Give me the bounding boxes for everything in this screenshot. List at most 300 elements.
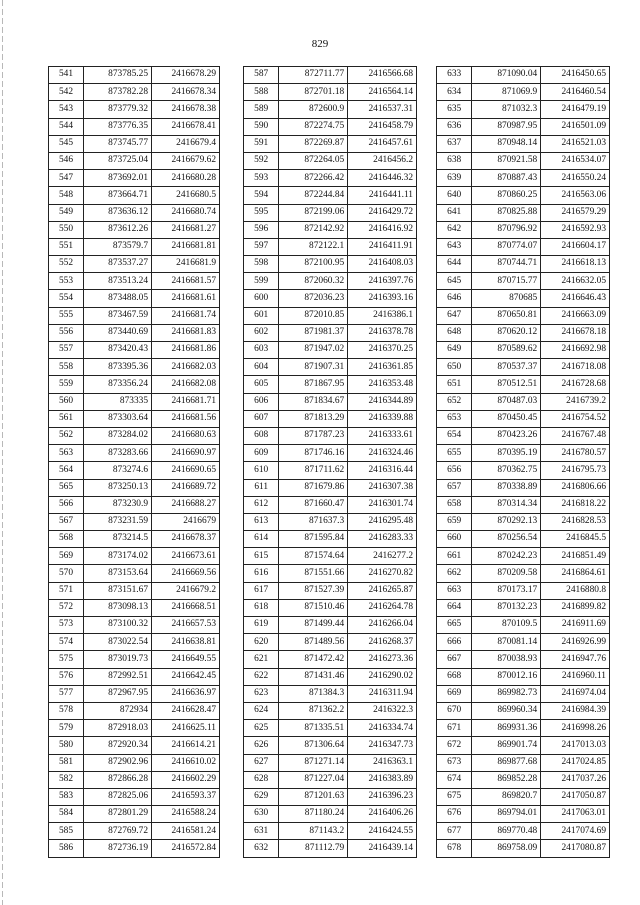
point-number: 641 xyxy=(437,204,472,221)
table-row xyxy=(437,152,610,169)
x-coordinate: 870395.19 xyxy=(472,445,541,462)
point-number: 636 xyxy=(437,118,472,135)
y-coordinate: 2416692.98 xyxy=(541,342,610,359)
point-number: 599 xyxy=(244,273,279,290)
point-number: 662 xyxy=(437,565,472,582)
table-row xyxy=(437,393,610,410)
y-coordinate: 2416265.87 xyxy=(348,582,417,599)
point-number: 591 xyxy=(244,135,279,152)
y-coordinate: 2416780.57 xyxy=(541,445,610,462)
y-coordinate: 2416818.22 xyxy=(541,496,610,513)
x-coordinate: 873174.02 xyxy=(84,548,152,565)
y-coordinate: 2416690.97 xyxy=(152,445,220,462)
table-row xyxy=(49,170,220,187)
y-coordinate: 2416572.84 xyxy=(152,840,220,857)
x-coordinate: 873725.04 xyxy=(84,152,152,169)
coordinate-table-1 xyxy=(48,66,220,858)
table-row xyxy=(49,634,220,651)
x-coordinate: 871679.86 xyxy=(279,479,348,496)
point-number: 553 xyxy=(49,273,84,290)
y-coordinate: 2416277.2 xyxy=(348,548,417,565)
table-row xyxy=(49,152,220,169)
x-coordinate: 871335.51 xyxy=(279,720,348,737)
point-number: 638 xyxy=(437,152,472,169)
y-coordinate: 2416681.57 xyxy=(152,273,220,290)
x-coordinate: 873420.43 xyxy=(84,342,152,359)
y-coordinate: 2416632.05 xyxy=(541,273,610,290)
table-row xyxy=(437,840,610,857)
x-coordinate: 873779.32 xyxy=(84,101,152,118)
x-coordinate: 870537.37 xyxy=(472,359,541,376)
point-number: 614 xyxy=(244,531,279,548)
x-coordinate: 869794.01 xyxy=(472,806,541,823)
point-number: 626 xyxy=(244,737,279,754)
x-coordinate: 871362.2 xyxy=(279,702,348,719)
table-row xyxy=(49,702,220,719)
table-row xyxy=(437,548,610,565)
y-coordinate: 2416681.27 xyxy=(152,221,220,238)
point-number: 671 xyxy=(437,720,472,737)
table-row xyxy=(437,410,610,427)
point-number: 541 xyxy=(49,67,84,84)
point-number: 589 xyxy=(244,101,279,118)
y-coordinate: 2416266.04 xyxy=(348,617,417,634)
point-number: 622 xyxy=(244,668,279,685)
x-coordinate: 870620.12 xyxy=(472,324,541,341)
table-row xyxy=(49,823,220,840)
y-coordinate: 2416679 xyxy=(152,513,220,530)
x-coordinate: 869820.7 xyxy=(472,788,541,805)
y-coordinate: 2416521.03 xyxy=(541,135,610,152)
table-row xyxy=(437,135,610,152)
x-coordinate: 871271.14 xyxy=(279,754,348,771)
point-number: 676 xyxy=(437,806,472,823)
y-coordinate: 2416273.36 xyxy=(348,651,417,668)
point-number: 658 xyxy=(437,496,472,513)
point-number: 623 xyxy=(244,685,279,702)
table-row xyxy=(437,651,610,668)
table-row xyxy=(244,771,417,788)
x-coordinate: 873785.25 xyxy=(84,67,152,84)
y-coordinate: 2416441.11 xyxy=(348,187,417,204)
table-row xyxy=(244,445,417,462)
point-number: 639 xyxy=(437,170,472,187)
table-row xyxy=(244,617,417,634)
point-number: 672 xyxy=(437,737,472,754)
table-row xyxy=(244,170,417,187)
x-coordinate: 872769.72 xyxy=(84,823,152,840)
y-coordinate: 2416268.37 xyxy=(348,634,417,651)
x-coordinate: 870423.26 xyxy=(472,427,541,444)
y-coordinate: 2416681.71 xyxy=(152,393,220,410)
table-row xyxy=(49,840,220,857)
y-coordinate: 2416681.86 xyxy=(152,342,220,359)
point-number: 670 xyxy=(437,702,472,719)
x-coordinate: 873019.73 xyxy=(84,651,152,668)
table-row xyxy=(437,376,610,393)
y-coordinate: 2417013.03 xyxy=(541,737,610,754)
y-coordinate: 2416678.29 xyxy=(152,67,220,84)
y-coordinate: 2416424.55 xyxy=(348,823,417,840)
point-number: 632 xyxy=(244,840,279,857)
table-row xyxy=(437,479,610,496)
table-row xyxy=(244,702,417,719)
coordinate-table-3 xyxy=(436,66,610,858)
table-row xyxy=(437,806,610,823)
x-coordinate: 871306.64 xyxy=(279,737,348,754)
table-row xyxy=(49,651,220,668)
y-coordinate: 2416649.55 xyxy=(152,651,220,668)
y-coordinate: 2416728.68 xyxy=(541,376,610,393)
point-number: 595 xyxy=(244,204,279,221)
table-row xyxy=(244,67,417,84)
y-coordinate: 2416678.41 xyxy=(152,118,220,135)
point-number: 640 xyxy=(437,187,472,204)
table-row xyxy=(244,788,417,805)
table-row xyxy=(49,720,220,737)
x-coordinate: 870338.89 xyxy=(472,479,541,496)
x-coordinate: 869852.28 xyxy=(472,771,541,788)
x-coordinate: 870012.16 xyxy=(472,668,541,685)
point-number: 586 xyxy=(49,840,84,857)
table-row xyxy=(437,565,610,582)
y-coordinate: 2416795.73 xyxy=(541,462,610,479)
y-coordinate: 2416828.53 xyxy=(541,513,610,530)
y-coordinate: 2416610.02 xyxy=(152,754,220,771)
y-coordinate: 2417050.87 xyxy=(541,788,610,805)
table-row xyxy=(437,290,610,307)
x-coordinate: 871090.04 xyxy=(472,67,541,84)
x-coordinate: 872866.28 xyxy=(84,771,152,788)
table-row xyxy=(437,582,610,599)
point-number: 571 xyxy=(49,582,84,599)
y-coordinate: 2416681.61 xyxy=(152,290,220,307)
x-coordinate: 872142.92 xyxy=(279,221,348,238)
y-coordinate: 2416450.65 xyxy=(541,67,610,84)
x-coordinate: 873284.02 xyxy=(84,427,152,444)
table-row xyxy=(244,101,417,118)
table-row xyxy=(49,771,220,788)
table-row xyxy=(49,479,220,496)
y-coordinate: 2416458.79 xyxy=(348,118,417,135)
x-coordinate: 870715.77 xyxy=(472,273,541,290)
x-coordinate: 873776.35 xyxy=(84,118,152,135)
page-number: 829 xyxy=(311,38,329,50)
x-coordinate: 872199.06 xyxy=(279,204,348,221)
y-coordinate: 2416396.23 xyxy=(348,788,417,805)
x-coordinate: 871867.95 xyxy=(279,376,348,393)
table-row xyxy=(244,221,417,238)
x-coordinate: 871489.56 xyxy=(279,634,348,651)
table-row xyxy=(437,720,610,737)
x-coordinate: 871180.24 xyxy=(279,806,348,823)
table-row xyxy=(437,496,610,513)
table-row xyxy=(437,221,610,238)
y-coordinate: 2416681.9 xyxy=(152,256,220,273)
table-row xyxy=(49,754,220,771)
table-row xyxy=(437,67,610,84)
point-number: 661 xyxy=(437,548,472,565)
point-number: 602 xyxy=(244,324,279,341)
point-number: 655 xyxy=(437,445,472,462)
table-row xyxy=(49,685,220,702)
point-number: 610 xyxy=(244,462,279,479)
y-coordinate: 2416592.93 xyxy=(541,221,610,238)
point-number: 633 xyxy=(437,67,472,84)
table-row xyxy=(49,737,220,754)
table-row xyxy=(244,273,417,290)
table-row xyxy=(437,617,610,634)
point-number: 653 xyxy=(437,410,472,427)
point-number: 577 xyxy=(49,685,84,702)
table-row xyxy=(49,118,220,135)
x-coordinate: 871746.16 xyxy=(279,445,348,462)
point-number: 582 xyxy=(49,771,84,788)
x-coordinate: 873151.67 xyxy=(84,582,152,599)
point-number: 560 xyxy=(49,393,84,410)
y-coordinate: 2416718.08 xyxy=(541,359,610,376)
point-number: 644 xyxy=(437,256,472,273)
x-coordinate: 871384.3 xyxy=(279,685,348,702)
y-coordinate: 2416311.94 xyxy=(348,685,417,702)
point-number: 578 xyxy=(49,702,84,719)
point-number: 627 xyxy=(244,754,279,771)
table-row xyxy=(244,582,417,599)
table-row xyxy=(437,634,610,651)
table-row xyxy=(437,427,610,444)
y-coordinate: 2417074.69 xyxy=(541,823,610,840)
x-coordinate: 873513.24 xyxy=(84,273,152,290)
table-row xyxy=(244,118,417,135)
y-coordinate: 2416283.33 xyxy=(348,531,417,548)
x-coordinate: 872266.42 xyxy=(279,170,348,187)
x-coordinate: 871711.62 xyxy=(279,462,348,479)
table-row xyxy=(49,101,220,118)
point-number: 674 xyxy=(437,771,472,788)
x-coordinate: 871907.31 xyxy=(279,359,348,376)
point-number: 659 xyxy=(437,513,472,530)
table-row xyxy=(244,256,417,273)
x-coordinate: 869931.36 xyxy=(472,720,541,737)
table-row xyxy=(244,513,417,530)
x-coordinate: 870589.62 xyxy=(472,342,541,359)
table-row xyxy=(437,462,610,479)
y-coordinate: 2416301.74 xyxy=(348,496,417,513)
x-coordinate: 873636.12 xyxy=(84,204,152,221)
table-row xyxy=(49,290,220,307)
table-row xyxy=(244,737,417,754)
y-coordinate: 2416767.48 xyxy=(541,427,610,444)
table-row xyxy=(49,187,220,204)
point-number: 678 xyxy=(437,840,472,857)
y-coordinate: 2416678.37 xyxy=(152,531,220,548)
point-number: 635 xyxy=(437,101,472,118)
y-coordinate: 2416614.21 xyxy=(152,737,220,754)
x-coordinate: 870887.43 xyxy=(472,170,541,187)
x-coordinate: 871947.02 xyxy=(279,342,348,359)
point-number: 677 xyxy=(437,823,472,840)
x-coordinate: 872711.77 xyxy=(279,67,348,84)
y-coordinate: 2416681.56 xyxy=(152,410,220,427)
x-coordinate: 870450.45 xyxy=(472,410,541,427)
x-coordinate: 872736.19 xyxy=(84,840,152,857)
y-coordinate: 2416537.31 xyxy=(348,101,417,118)
table-row xyxy=(49,462,220,479)
x-coordinate: 870987.95 xyxy=(472,118,541,135)
x-coordinate: 872918.03 xyxy=(84,720,152,737)
x-coordinate: 871574.64 xyxy=(279,548,348,565)
table-row xyxy=(49,376,220,393)
y-coordinate: 2416290.02 xyxy=(348,668,417,685)
table-row xyxy=(244,840,417,857)
y-coordinate: 2416406.26 xyxy=(348,806,417,823)
x-coordinate: 872036.23 xyxy=(279,290,348,307)
table-row xyxy=(244,685,417,702)
table-row xyxy=(244,324,417,341)
table-row xyxy=(49,393,220,410)
y-coordinate: 2416642.45 xyxy=(152,668,220,685)
y-coordinate: 2416682.03 xyxy=(152,359,220,376)
x-coordinate: 871069.9 xyxy=(472,84,541,101)
point-number: 570 xyxy=(49,565,84,582)
x-coordinate: 871472.42 xyxy=(279,651,348,668)
x-coordinate: 870685 xyxy=(472,290,541,307)
table-row xyxy=(244,548,417,565)
x-coordinate: 872269.87 xyxy=(279,135,348,152)
table-row xyxy=(437,771,610,788)
y-coordinate: 2416663.09 xyxy=(541,307,610,324)
point-number: 663 xyxy=(437,582,472,599)
y-coordinate: 2416682.08 xyxy=(152,376,220,393)
x-coordinate: 872825.06 xyxy=(84,788,152,805)
y-coordinate: 2416680.63 xyxy=(152,427,220,444)
point-number: 594 xyxy=(244,187,279,204)
y-coordinate: 2416681.74 xyxy=(152,307,220,324)
table-row xyxy=(49,668,220,685)
point-number: 654 xyxy=(437,427,472,444)
y-coordinate: 2416264.78 xyxy=(348,599,417,616)
x-coordinate: 871551.66 xyxy=(279,565,348,582)
point-number: 596 xyxy=(244,221,279,238)
y-coordinate: 2416678.18 xyxy=(541,324,610,341)
y-coordinate: 2416363.1 xyxy=(348,754,417,771)
x-coordinate: 872992.51 xyxy=(84,668,152,685)
table-row xyxy=(49,513,220,530)
point-number: 550 xyxy=(49,221,84,238)
x-coordinate: 870825.88 xyxy=(472,204,541,221)
y-coordinate: 2416669.56 xyxy=(152,565,220,582)
point-number: 588 xyxy=(244,84,279,101)
x-coordinate: 870081.14 xyxy=(472,634,541,651)
y-coordinate: 2416446.32 xyxy=(348,170,417,187)
y-coordinate: 2416646.43 xyxy=(541,290,610,307)
table-row xyxy=(244,720,417,737)
table-row xyxy=(244,135,417,152)
point-number: 618 xyxy=(244,599,279,616)
y-coordinate: 2416689.72 xyxy=(152,479,220,496)
table-row xyxy=(244,462,417,479)
table-row xyxy=(437,754,610,771)
point-number: 604 xyxy=(244,359,279,376)
x-coordinate: 869758.09 xyxy=(472,840,541,857)
point-number: 564 xyxy=(49,462,84,479)
y-coordinate: 2416333.61 xyxy=(348,427,417,444)
point-number: 631 xyxy=(244,823,279,840)
point-number: 643 xyxy=(437,238,472,255)
point-number: 559 xyxy=(49,376,84,393)
point-number: 649 xyxy=(437,342,472,359)
point-number: 545 xyxy=(49,135,84,152)
y-coordinate: 2416880.8 xyxy=(541,582,610,599)
point-number: 675 xyxy=(437,788,472,805)
y-coordinate: 2416680.5 xyxy=(152,187,220,204)
point-number: 621 xyxy=(244,651,279,668)
table-row xyxy=(244,823,417,840)
table-row xyxy=(437,204,610,221)
y-coordinate: 2416864.61 xyxy=(541,565,610,582)
y-coordinate: 2416688.27 xyxy=(152,496,220,513)
x-coordinate: 871527.39 xyxy=(279,582,348,599)
x-coordinate: 871201.63 xyxy=(279,788,348,805)
y-coordinate: 2416680.28 xyxy=(152,170,220,187)
table-row xyxy=(49,445,220,462)
point-number: 607 xyxy=(244,410,279,427)
x-coordinate: 873283.66 xyxy=(84,445,152,462)
point-number: 598 xyxy=(244,256,279,273)
table-row xyxy=(244,359,417,376)
x-coordinate: 871787.23 xyxy=(279,427,348,444)
x-coordinate: 873100.32 xyxy=(84,617,152,634)
x-coordinate: 873579.7 xyxy=(84,238,152,255)
point-number: 558 xyxy=(49,359,84,376)
table-row xyxy=(244,393,417,410)
point-number: 556 xyxy=(49,324,84,341)
table-row xyxy=(244,565,417,582)
point-number: 624 xyxy=(244,702,279,719)
x-coordinate: 870109.5 xyxy=(472,617,541,634)
table-row xyxy=(244,238,417,255)
table-row xyxy=(244,152,417,169)
y-coordinate: 2416974.04 xyxy=(541,685,610,702)
table-row xyxy=(437,788,610,805)
table-row xyxy=(49,307,220,324)
table-row xyxy=(244,634,417,651)
y-coordinate: 2416378.78 xyxy=(348,324,417,341)
point-number: 668 xyxy=(437,668,472,685)
table-row xyxy=(49,565,220,582)
coordinate-table-2 xyxy=(243,66,417,858)
table-row xyxy=(244,754,417,771)
x-coordinate: 872920.34 xyxy=(84,737,152,754)
x-coordinate: 870774.07 xyxy=(472,238,541,255)
x-coordinate: 872010.85 xyxy=(279,307,348,324)
y-coordinate: 2416550.24 xyxy=(541,170,610,187)
x-coordinate: 869877.68 xyxy=(472,754,541,771)
point-number: 664 xyxy=(437,599,472,616)
point-number: 543 xyxy=(49,101,84,118)
y-coordinate: 2416416.92 xyxy=(348,221,417,238)
x-coordinate: 870292.13 xyxy=(472,513,541,530)
table-row xyxy=(437,599,610,616)
point-number: 567 xyxy=(49,513,84,530)
x-coordinate: 870860.25 xyxy=(472,187,541,204)
point-number: 590 xyxy=(244,118,279,135)
x-coordinate: 873230.9 xyxy=(84,496,152,513)
x-coordinate: 872274.75 xyxy=(279,118,348,135)
table-row xyxy=(437,359,610,376)
y-coordinate: 2416501.09 xyxy=(541,118,610,135)
point-number: 568 xyxy=(49,531,84,548)
